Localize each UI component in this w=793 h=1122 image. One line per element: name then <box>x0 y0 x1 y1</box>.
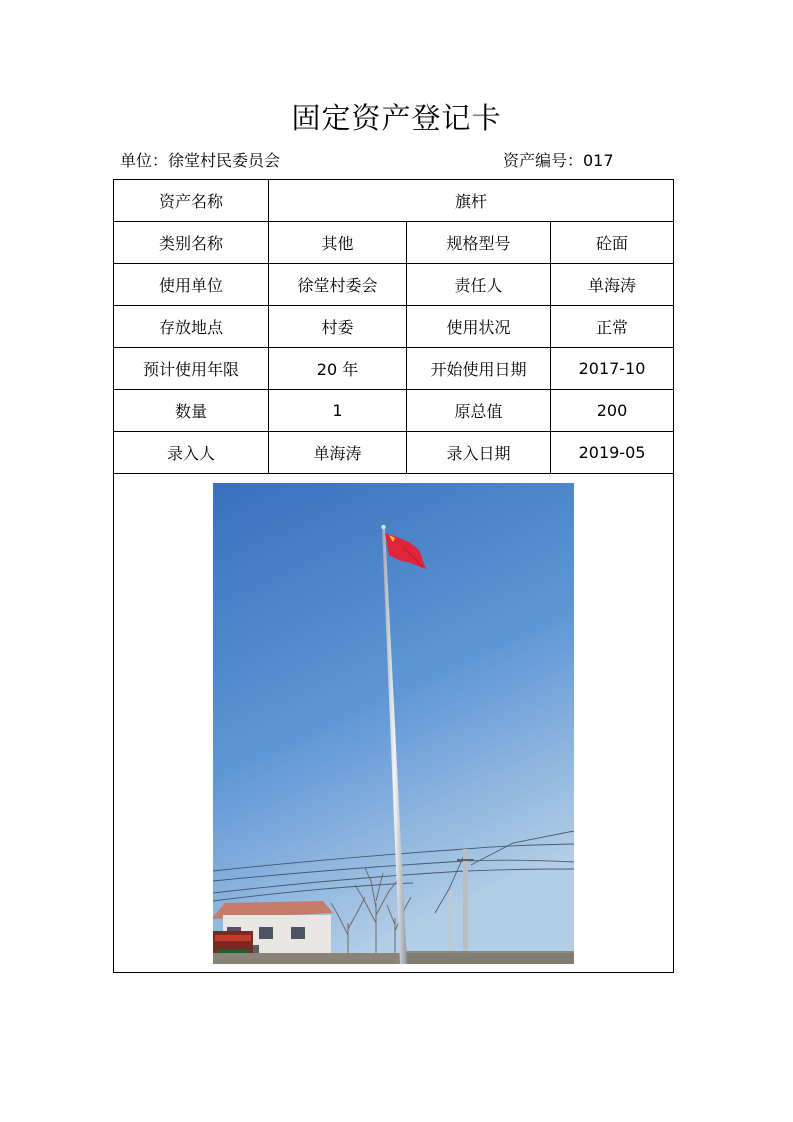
status-label: 使用状况 <box>407 306 551 348</box>
lifespan-value: 20 年 <box>269 348 407 390</box>
entered-by-value: 单海涛 <box>269 432 407 474</box>
table-row <box>114 264 674 306</box>
table-row <box>114 348 674 390</box>
entry-date-label: 录入日期 <box>407 432 551 474</box>
photo-cell <box>114 474 674 973</box>
quantity-value: 1 <box>269 390 407 432</box>
asset-name-label: 资产名称 <box>114 180 269 222</box>
entered-by-label: 录入人 <box>114 432 269 474</box>
table-row <box>114 222 674 264</box>
original-value-label: 原总值 <box>407 390 551 432</box>
responsible-value: 单海涛 <box>551 264 674 306</box>
start-date-label: 开始使用日期 <box>407 348 551 390</box>
lifespan-label: 预计使用年限 <box>114 348 269 390</box>
location-value: 村委 <box>269 306 407 348</box>
asset-name-value: 旗杆 <box>269 180 674 222</box>
original-value-value: 200 <box>551 390 674 432</box>
responsible-label: 责任人 <box>407 264 551 306</box>
unit-line: 单位：徐堂村民委员会 <box>120 151 281 170</box>
entry-date-value: 2019-05 <box>551 432 674 474</box>
quantity-label: 数量 <box>114 390 269 432</box>
category-label: 类别名称 <box>114 222 269 264</box>
utility-pole <box>463 849 468 964</box>
asset-number-line: 资产编号：017 <box>503 151 614 170</box>
table-row <box>114 432 674 474</box>
asset-card-table <box>113 179 674 973</box>
user-unit-value: 徐堂村委会 <box>269 264 407 306</box>
table-row <box>114 390 674 432</box>
spec-label: 规格型号 <box>407 222 551 264</box>
user-unit-label: 使用单位 <box>114 264 269 306</box>
asset-photo <box>213 483 574 964</box>
table-row <box>114 180 674 222</box>
table-row <box>114 474 674 973</box>
start-date-value: 2017-10 <box>551 348 674 390</box>
category-value: 其他 <box>269 222 407 264</box>
status-value: 正常 <box>551 306 674 348</box>
table-row <box>114 306 674 348</box>
page-title: 固定资产登记卡 <box>291 101 502 135</box>
spec-value: 砼面 <box>551 222 674 264</box>
location-label: 存放地点 <box>114 306 269 348</box>
